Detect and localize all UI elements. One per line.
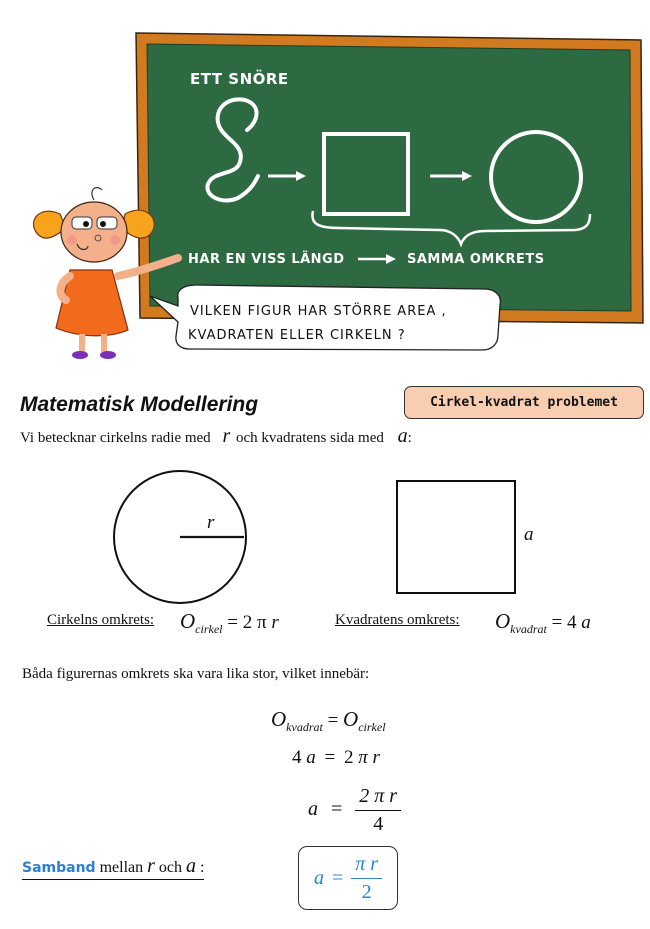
- equation-1: [271, 707, 386, 735]
- eq3-lhs: a: [308, 798, 318, 821]
- formula-subscript: cirkel: [195, 622, 223, 636]
- chalkboard-illustration: [0, 0, 650, 380]
- eq2-lhs-var: a: [306, 747, 316, 768]
- equation-3: [308, 785, 401, 836]
- formula-rhs: = 4: [551, 612, 577, 633]
- chalkboard-left-caption: HAR EN VISS LÄNGD: [188, 252, 345, 267]
- intro-colon: :: [407, 430, 412, 446]
- eq3-numerator: 2 π r: [355, 785, 401, 811]
- speech-bubble-line-1: VILKEN FIGUR HAR STÖRRE AREA ,: [190, 304, 447, 319]
- formula-subscript: kvadrat: [510, 622, 547, 636]
- square-perimeter-formula: [495, 609, 591, 637]
- eq2-lhs-num: 4: [292, 747, 302, 768]
- page-title: Matematisk Modellering: [20, 393, 259, 416]
- relation-var-r: r: [147, 855, 155, 877]
- side-label: a: [524, 524, 534, 545]
- result-formula-box: [298, 846, 398, 910]
- chalkboard-heading: ETT SNÖRE: [190, 70, 289, 88]
- relation-colon: :: [200, 859, 205, 876]
- condition-text: Båda figurernas omkrets ska vara lika stor, vilket innebär:: [22, 666, 370, 682]
- eq1-rhs: O: [343, 707, 359, 731]
- result-denominator: 2: [361, 880, 372, 903]
- circle-perimeter-formula: [180, 609, 279, 637]
- relation-text-och: och: [158, 859, 183, 876]
- eq2-rhs-var: r: [372, 747, 380, 768]
- formula-rhs: = 2 π: [227, 612, 267, 633]
- relation-keyword: Samband: [22, 860, 96, 876]
- relation-text-mellan: mellan: [99, 859, 144, 876]
- eq2-equals: =: [324, 747, 336, 768]
- eq1-equals: =: [327, 710, 339, 731]
- circle-perimeter-label: Cirkelns omkrets:: [47, 612, 155, 628]
- speech-bubble: [150, 285, 500, 350]
- eq1-lhs: O: [271, 707, 287, 731]
- eq3-fraction: [355, 785, 401, 836]
- square-perimeter-label: Kvadratens omkrets:: [335, 612, 460, 628]
- formula-var: a: [581, 612, 591, 633]
- circle-diagram: [100, 470, 260, 610]
- variable-r: r: [222, 425, 231, 447]
- eq3-denominator: 4: [373, 813, 384, 835]
- relation-var-a: a: [186, 855, 197, 877]
- intro-text-2: och kvadratens sida med: [235, 430, 384, 446]
- eq2-rhs-pi: π: [358, 747, 368, 768]
- relation-label: [22, 855, 204, 880]
- chalkboard: [136, 33, 643, 323]
- topic-badge: Cirkel-kvadrat problemet: [404, 386, 644, 419]
- result-numerator: π r: [351, 853, 382, 879]
- eq2-rhs-num: 2: [343, 747, 354, 768]
- result-equals: =: [331, 866, 344, 889]
- equation-2: [292, 747, 380, 769]
- radius-label: r: [207, 512, 215, 533]
- intro-text: [20, 425, 412, 448]
- eq1-lhs-sub: kvadrat: [286, 720, 323, 734]
- intro-text-1: Vi betecknar cirkelns radie med: [20, 430, 211, 446]
- formula-O: O: [180, 609, 196, 633]
- result-lhs: a: [313, 866, 324, 889]
- variable-a: a: [397, 425, 408, 447]
- square-shape: [397, 481, 515, 593]
- speech-bubble-line-2: KVADRATEN ELLER CIRKELN ?: [188, 328, 406, 343]
- result-fraction: [351, 853, 382, 904]
- formula-O: O: [495, 609, 511, 633]
- formula-var: r: [271, 612, 279, 633]
- eq1-rhs-sub: cirkel: [358, 720, 386, 734]
- eq3-equals: =: [331, 798, 343, 821]
- square-diagram: [396, 480, 518, 594]
- chalkboard-right-caption: SAMMA OMKRETS: [407, 252, 545, 267]
